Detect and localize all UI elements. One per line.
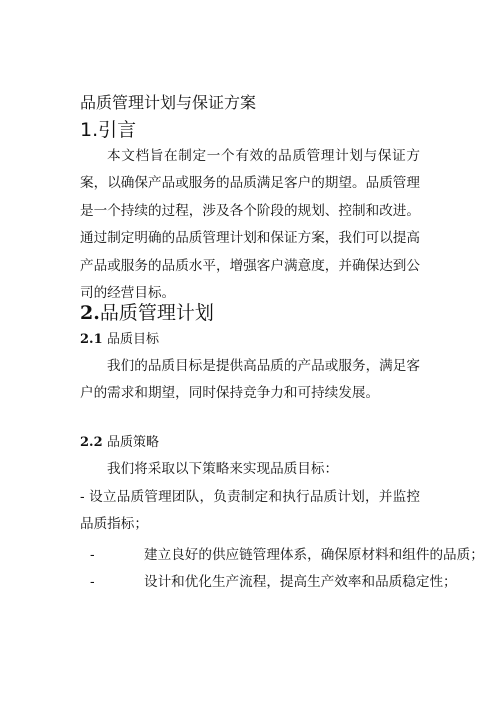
document-title: 品质管理计划与保证方案: [80, 93, 257, 112]
section-2-title: 品质管理计划: [99, 302, 214, 324]
subsection-2-2-title: 品质策略: [107, 435, 160, 450]
subsection-2-1-heading: [80, 331, 159, 349]
strategy-item-3-dash: -: [90, 574, 95, 590]
strategy-item-3-text: 设计和优化生产流程，提高生产效率和品质稳定性；: [144, 574, 457, 590]
section-2-heading: [80, 301, 214, 325]
section-1-heading: 1.引言: [80, 119, 137, 141]
subsection-2-1-title: 品质目标: [107, 332, 160, 347]
section-2-number: 2.: [80, 302, 100, 324]
strategy-item-2: [90, 545, 484, 565]
strategy-item-2-dash: -: [90, 547, 95, 563]
subsection-2-1-body: 我们的品质目标是提供高品质的产品或服务，满足客户的需求和期望，同时保持竞争力和可持续发展。: [80, 358, 420, 402]
strategy-item-3: [90, 572, 457, 592]
subsection-2-1-number: 2.1: [80, 332, 103, 347]
subsection-2-2-heading: [80, 434, 159, 452]
subsection-2-2-intro: 我们将采取以下策略来实现品质目标：: [107, 461, 339, 477]
subsection-2-2-number: 2.2: [80, 435, 103, 450]
strategy-item-2-text: 建立良好的供应链管理体系，确保原材料和组件的品质；: [144, 547, 484, 563]
section-1-body: 本文档旨在制定一个有效的品质管理计划与保证方案，以确保产品或服务的品质满足客户的期望。品质管理是一个持续的过程，涉及各个阶段的规划、控制和改进。通过制定明确的品质管理计划和保证方案，我们可以提高产品或服务的品质水平，增强客户满意度，并确保达到公司的经营目标。: [80, 148, 420, 302]
strategy-item-1: - 设立品质管理团队，负责制定和执行品质计划，并监控品质指标；: [80, 489, 420, 533]
